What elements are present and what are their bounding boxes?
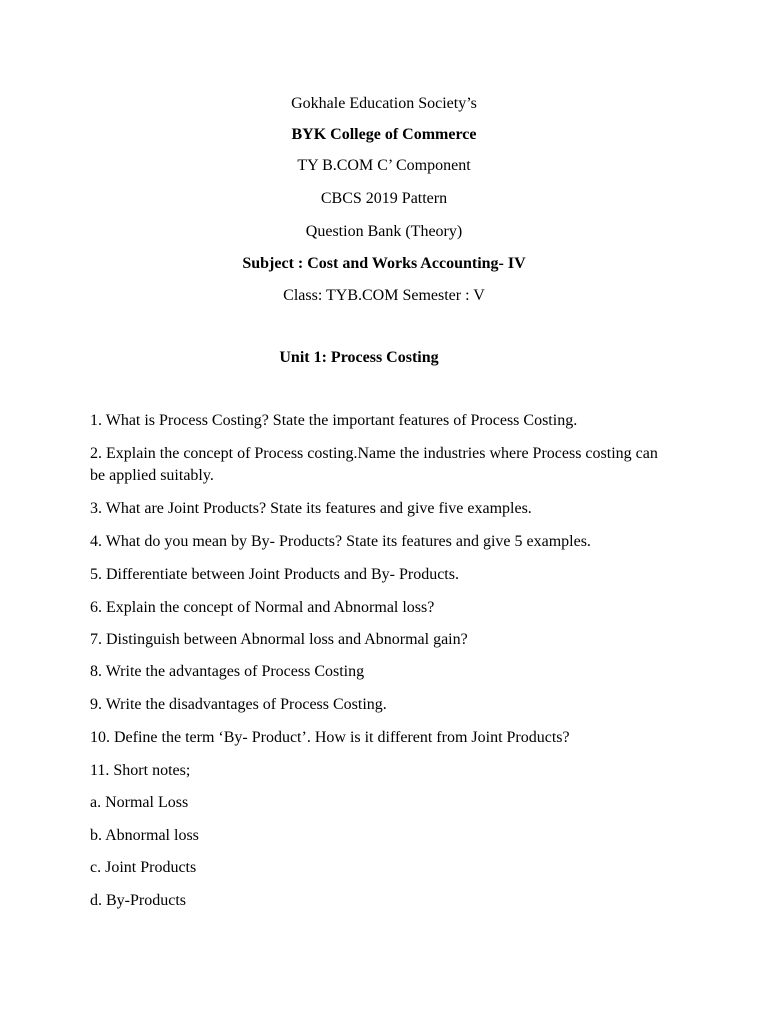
college-name: BYK College of Commerce bbox=[291, 126, 477, 143]
sub-item: a. Normal Loss bbox=[90, 794, 189, 811]
question-item: 1. What is Process Costing? State the important features of Process Costing. bbox=[90, 412, 578, 429]
question-item: 8. Write the advantages of Process Costing bbox=[90, 663, 365, 680]
question-item: 4. What do you mean by By- Products? State its features and give 5 examples. bbox=[90, 533, 591, 550]
unit-title: Unit 1: Process Costing bbox=[279, 349, 439, 366]
society-name: Gokhale Education Society’s bbox=[291, 95, 477, 112]
question-item: 6. Explain the concept of Normal and Abnormal loss? bbox=[90, 599, 435, 616]
question-item: 7. Distinguish between Abnormal loss and Abnormal gain? bbox=[90, 631, 468, 648]
subject-line: Subject : Cost and Works Accounting- IV bbox=[242, 255, 526, 272]
question-item: 10. Define the term ‘By- Product’. How is it different from Joint Products? bbox=[90, 729, 570, 746]
question-bank-line: Question Bank (Theory) bbox=[305, 223, 463, 240]
question-item: 3. What are Joint Products? State its features and give five examples. bbox=[90, 500, 532, 517]
sub-item: d. By-Products bbox=[90, 892, 186, 909]
class-semester-line: Class: TYB.COM Semester : V bbox=[283, 287, 485, 304]
pattern-line: CBCS 2019 Pattern bbox=[320, 190, 448, 207]
question-item: 5. Differentiate between Joint Products and By- Products. bbox=[90, 566, 459, 583]
question-item: 9. Write the disadvantages of Process Costing. bbox=[90, 696, 387, 713]
sub-item: c. Joint Products bbox=[90, 859, 197, 876]
question-item: 11. Short notes; bbox=[90, 762, 191, 779]
component-line: TY B.COM C’ Component bbox=[297, 157, 471, 174]
question-item: 2. Explain the concept of Process costing.Name the industries where Process costing can be applied suitably. bbox=[90, 445, 658, 484]
sub-item: b. Abnormal loss bbox=[90, 827, 199, 844]
